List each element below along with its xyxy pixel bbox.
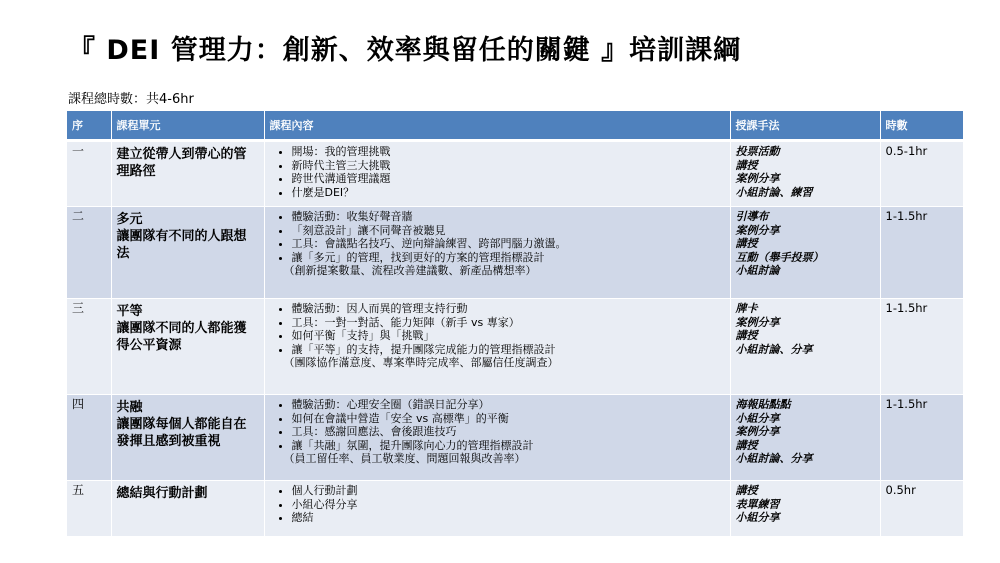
curriculum-table bbox=[67, 111, 964, 537]
list-item: • 個人行動計劃 bbox=[292, 484, 725, 498]
method-item: 小組討論、分享 bbox=[735, 342, 813, 356]
unit-line: 總結與行動計劃 bbox=[116, 486, 208, 501]
total-hours-text: 課程總時數：共4-6hr bbox=[68, 92, 194, 107]
list-item: • 讓「平等」的支持，提升團隊完成能力的管理指標設計 bbox=[292, 343, 725, 357]
method-item: 牌卡 bbox=[735, 302, 758, 315]
table-row bbox=[67, 299, 963, 395]
header-seq: 序 bbox=[67, 111, 111, 141]
list-item: • 「刻意設計」讓不同聲音被聽見 bbox=[292, 224, 725, 238]
list-item: • 讓「共融」氛圍，提升團隊向心力的管理指標設計 bbox=[292, 439, 725, 453]
table-row bbox=[67, 481, 963, 537]
method-item: 引導布 bbox=[735, 210, 769, 223]
table-body bbox=[67, 141, 963, 537]
method-item: 講授 bbox=[735, 158, 758, 172]
list-item: • 工具：會議點名技巧、逆向辯論練習、跨部門腦力激盪。 bbox=[292, 237, 725, 251]
unit-cell bbox=[111, 395, 264, 481]
method-item: 案例分享 bbox=[735, 172, 780, 185]
hours-cell: 0.5-1hr bbox=[880, 141, 963, 207]
method-item: 講授 bbox=[735, 484, 758, 497]
unit-cell bbox=[111, 207, 264, 299]
content-list bbox=[270, 484, 725, 525]
unit-line: 讓團隊每個人都能自在發揮且感到被重視 bbox=[116, 417, 247, 449]
list-item: • 體驗活動：收集好聲音牆 bbox=[292, 210, 725, 224]
method-item: 案例分享 bbox=[735, 425, 780, 438]
content-list bbox=[270, 302, 725, 356]
method-item: 小組討論、練習 bbox=[735, 185, 813, 199]
list-item: • 如何在會議中營造「安全 vs 高標準」的平衡 bbox=[292, 412, 725, 426]
content-cell bbox=[264, 141, 730, 207]
seq-cell: 五 bbox=[67, 481, 111, 537]
table-header-row bbox=[67, 111, 963, 141]
metrics-note: （創新提案數量、流程改善建議數、新產品構想率） bbox=[283, 264, 537, 277]
unit-cell bbox=[111, 299, 264, 395]
seq-cell: 一 bbox=[67, 141, 111, 207]
list-item: • 跨世代溝通管理議題 bbox=[292, 172, 725, 186]
method-cell bbox=[730, 481, 880, 537]
method-cell bbox=[730, 395, 880, 481]
method-cell bbox=[730, 299, 880, 395]
method-item: 小組分享 bbox=[735, 411, 780, 425]
list-item: • 工具：一對一對話、能力矩陣（新手 vs 專家） bbox=[292, 316, 725, 330]
method-item: 小組討論 bbox=[735, 264, 780, 277]
seq-cell: 二 bbox=[67, 207, 111, 299]
method-item: 講授 bbox=[735, 329, 758, 342]
list-item: • 開場：我的管理挑戰 bbox=[292, 145, 725, 159]
seq-cell: 三 bbox=[67, 299, 111, 395]
unit-cell bbox=[111, 141, 264, 207]
unit-line: 讓團隊不同的人都能獲得公平資源 bbox=[116, 321, 247, 353]
list-item: • 什麼是DEI？ bbox=[292, 186, 725, 200]
list-item: • 小組心得分享 bbox=[292, 498, 725, 512]
hours-cell: 0.5hr bbox=[880, 481, 963, 537]
list-item: • 新時代主管三大挑戰 bbox=[292, 159, 725, 173]
content-list bbox=[270, 398, 725, 452]
hours-cell: 1-1.5hr bbox=[880, 299, 963, 395]
metrics-note: （員工留任率、員工敬業度、問題回報與改善率） bbox=[283, 452, 526, 465]
method-item: 海報貼點點 bbox=[735, 398, 791, 411]
list-item: • 如何平衡「支持」與「挑戰」 bbox=[292, 329, 725, 343]
method-item: 講授 bbox=[735, 438, 758, 452]
table-row bbox=[67, 141, 963, 207]
list-item: • 總結 bbox=[292, 511, 725, 525]
method-item: 互動（舉手投票） bbox=[735, 250, 824, 264]
header-method: 授課手法 bbox=[730, 111, 880, 141]
table-row bbox=[67, 207, 963, 299]
content-cell bbox=[264, 207, 730, 299]
list-item: • 讓「多元」的管理，找到更好的方案的管理指標設計 bbox=[292, 251, 725, 265]
unit-cell bbox=[111, 481, 264, 537]
list-item: • 工具：感謝回應法、會後跟進技巧 bbox=[292, 425, 725, 439]
method-item: 投票活動 bbox=[735, 145, 780, 158]
hours-cell: 1-1.5hr bbox=[880, 395, 963, 481]
header-unit: 課程單元 bbox=[111, 111, 264, 141]
method-item: 講授 bbox=[735, 237, 758, 250]
content-list bbox=[270, 210, 725, 264]
content-cell bbox=[264, 395, 730, 481]
unit-line: 建立從帶人到帶心的管理路徑 bbox=[116, 147, 247, 179]
metrics-note: （團隊協作滿意度、專案準時完成率、部屬信任度調查） bbox=[283, 356, 559, 369]
method-cell bbox=[730, 207, 880, 299]
method-item: 小組討論、分享 bbox=[735, 452, 813, 465]
unit-line: 平等 bbox=[116, 304, 143, 319]
unit-line: 多元 bbox=[116, 212, 143, 227]
method-item: 案例分享 bbox=[735, 223, 780, 237]
content-cell bbox=[264, 481, 730, 537]
list-item: • 體驗活動：因人而異的管理支持行動 bbox=[292, 302, 725, 316]
header-hours: 時數 bbox=[880, 111, 963, 141]
content-list bbox=[270, 145, 725, 199]
page-title: 『 DEI 管理力：創新、效率與留任的關鍵 』培訓課綱 bbox=[68, 35, 742, 66]
method-item: 表單練習 bbox=[735, 497, 780, 511]
seq-cell: 四 bbox=[67, 395, 111, 481]
method-cell bbox=[730, 141, 880, 207]
method-item: 小組分享 bbox=[735, 511, 780, 524]
content-cell bbox=[264, 299, 730, 395]
unit-line: 共融 bbox=[116, 400, 143, 415]
header-content: 課程內容 bbox=[264, 111, 730, 141]
hours-cell: 1-1.5hr bbox=[880, 207, 963, 299]
table-row bbox=[67, 395, 963, 481]
method-item: 案例分享 bbox=[735, 315, 780, 329]
unit-line: 讓團隊有不同的人跟想法 bbox=[116, 229, 247, 261]
list-item: • 體驗活動：心理安全圈（錯誤日記分享） bbox=[292, 398, 725, 412]
